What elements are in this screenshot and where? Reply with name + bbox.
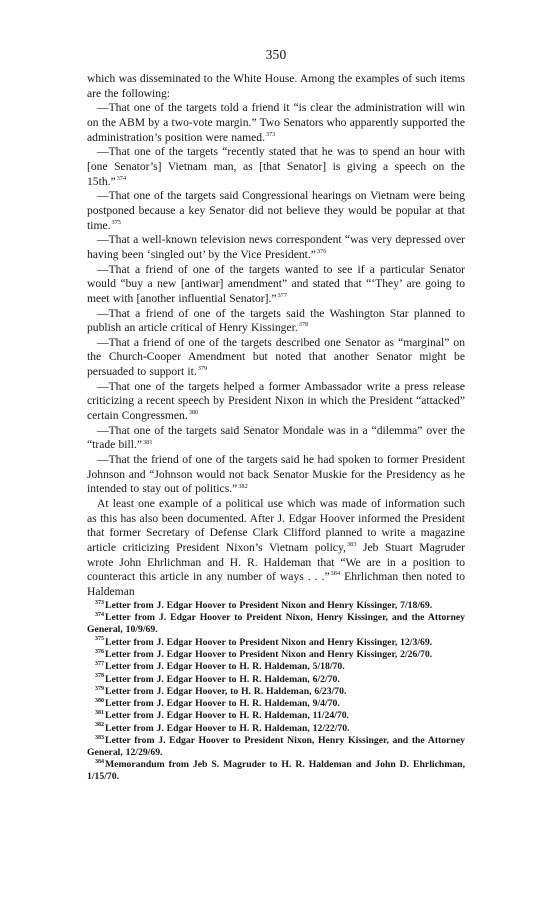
footnote-reference: 379 [197,365,208,373]
footnote-number: 383 [95,734,104,741]
footnote-reference: 384 [330,570,341,578]
footnote-text: Letter from J. Edgar Hoover to H. R. Haldeman, 12/22/70. [105,722,350,734]
paragraph-text: —That one of the targets said Congressional hearings on Vietnam were being postponed because a key Senator did not believe they would be popular at that time. [87,189,465,232]
paragraph-text: —That a well-known television news correspondent “was very depressed over having been ‘singled out’ by the Vice President.” [87,233,465,261]
footnote-text: Letter from J. Edgar Hoover to H. R. Haldeman, 9/4/70. [105,698,340,710]
footnote-text: Letter from J. Edgar Hoover to President Nixon and Henry Kissinger, 2/26/70. [105,648,433,660]
paragraph-text: which was disseminated to the White House. Among the examples of such items are the following: [87,72,465,100]
footnote-reference: 381 [143,438,153,446]
body-paragraph [87,233,465,262]
body-paragraph [87,336,465,380]
footnote-number: 384 [95,759,104,766]
footnote-reference: 376 [316,248,327,256]
footnote-reference: 374 [116,174,127,182]
footnote-text: Letter from J. Edgar Hoover to President Nixon, Henry Kissinger, and the Attorney General, 12/29/69. [87,734,465,758]
footnote-text: Letter from J. Edgar Hoover to H. R. Haldeman, 6/2/70. [105,673,340,685]
footnote-reference: 380 [188,409,199,417]
footnote [87,661,465,673]
paragraph-text: —That a friend of one of the targets wanted to see if a particular Senator would “buy a new [antiwar] amendment” and stated that “‘They’ are going to meet with [another influential Senator].” [87,262,465,305]
footnote-number: 382 [95,722,104,729]
footnote-reference: 383 [346,541,357,549]
footnote-text: Letter from J. Edgar Hoover, to H. R. Haldeman, 6/23/70. [105,685,347,697]
paragraph-text: —That a friend of one of the targets described one Senator as “marginal” on the Church-Cooper Amendment but noted that another Senator might be persuaded to support it. [87,335,465,379]
footnote-number: 381 [95,710,104,717]
footnotes [87,600,465,784]
body-paragraph [87,307,465,336]
paragraph-text: —That one of the targets “recently stated that he was to spend an hour with [one Senator’s] Vietnam man, as [that Senator] is giving a speech on the 15th.” [87,145,465,188]
footnote-number: 373 [95,599,104,606]
paragraph-text: —That one of the targets said Senator Mondale was in a “dilemma” over the “trade bill.” [87,423,465,452]
footnote-text: Letter from J. Edgar Hoover to Preident Nixon, Henry Kissinger, and the Attorney General, 10/9/69. [87,612,465,636]
footnote-reference: 382 [238,482,248,490]
footnote-reference: 373 [266,130,276,138]
footnote-reference: 375 [111,218,121,226]
footnote-number: 376 [95,648,104,655]
body-paragraph [87,189,465,233]
body-paragraph [87,72,465,101]
body-paragraph [87,101,465,145]
footnote-number: 374 [95,612,104,619]
footnote-text: Letter from J. Edgar Hoover to President Nixon and Henry Kissinger, 12/3/69. [105,636,433,648]
body-paragraph [87,263,465,307]
footnote-number: 379 [95,685,104,692]
body-paragraph [87,145,465,189]
footnote [87,759,465,783]
footnote [87,637,465,649]
footnote [87,735,465,759]
footnote-text: Letter from J. Edgar Hoover to President Nixon and Henry Kissinger, 7/18/69. [105,600,433,611]
footnote [87,710,465,722]
footnote-number: 380 [95,697,104,704]
footnote-reference: 377 [277,291,287,299]
footnote-number: 377 [95,660,104,667]
body-text [87,72,465,600]
body-paragraph [87,497,465,600]
footnote [87,674,465,686]
page-number: 350 [265,47,287,62]
paragraph-text: Jeb Stuart Magruder wrote John Ehrlichman and H. R. Haldeman that “We are in a position to counteract this article in any number of ways . . .” [87,541,465,584]
paragraph-text: —That the friend of one of the targets said he had spoken to former President Johnson and “Johnson would not back Senator Muskie for the Presidency as he intended to stay out of politics.” [87,453,465,496]
footnote [87,698,465,710]
body-paragraph [87,424,465,453]
footnote-reference: 378 [298,321,309,329]
footnote-text: Letter from J. Edgar Hoover to H. R. Haldeman, 5/18/70. [105,661,345,673]
body-paragraph [87,380,465,424]
footnote-text: Letter from J. Edgar Hoover to H. R. Haldeman, 11/24/70. [105,710,349,722]
footnote [87,649,465,661]
paragraph-text: —That one of the targets helped a former Ambassador write a press release criticizing a recent speech by President Nixon in which the President “attacked” certain Congressmen. [87,379,465,423]
footnote [87,686,465,698]
paragraph-text: At least one example of a political use which was made of information such as this has also been documented. After J. Edgar Hoover informed the President that former Secretary of Defense Clark Clifford planned to write a magazine article criticizing President Nixon’s Vietnam policy, [87,497,465,554]
paragraph-text: —That one of the targets told a friend it “is clear the administration will win on the ABM by a two-vote margin.” Two Senators who apparently supported the administration’s position were named. [87,101,465,144]
body-paragraph [87,453,465,497]
footnote-number: 375 [95,636,104,643]
paragraph-text: Ehrlichman then noted to Haldeman [87,570,465,598]
footnote [87,612,465,636]
footnote-number: 378 [95,673,104,680]
footnote [87,600,465,612]
paragraph-text: —That a friend of one of the targets said the Washington Star planned to publish an article critical of Henry Kissinger. [87,306,465,335]
footnote [87,723,465,735]
footnote-text: Memorandum from Jeb S. Magruder to H. R. Haldeman and John D. Ehrlichman, 1/15/70. [87,759,465,783]
